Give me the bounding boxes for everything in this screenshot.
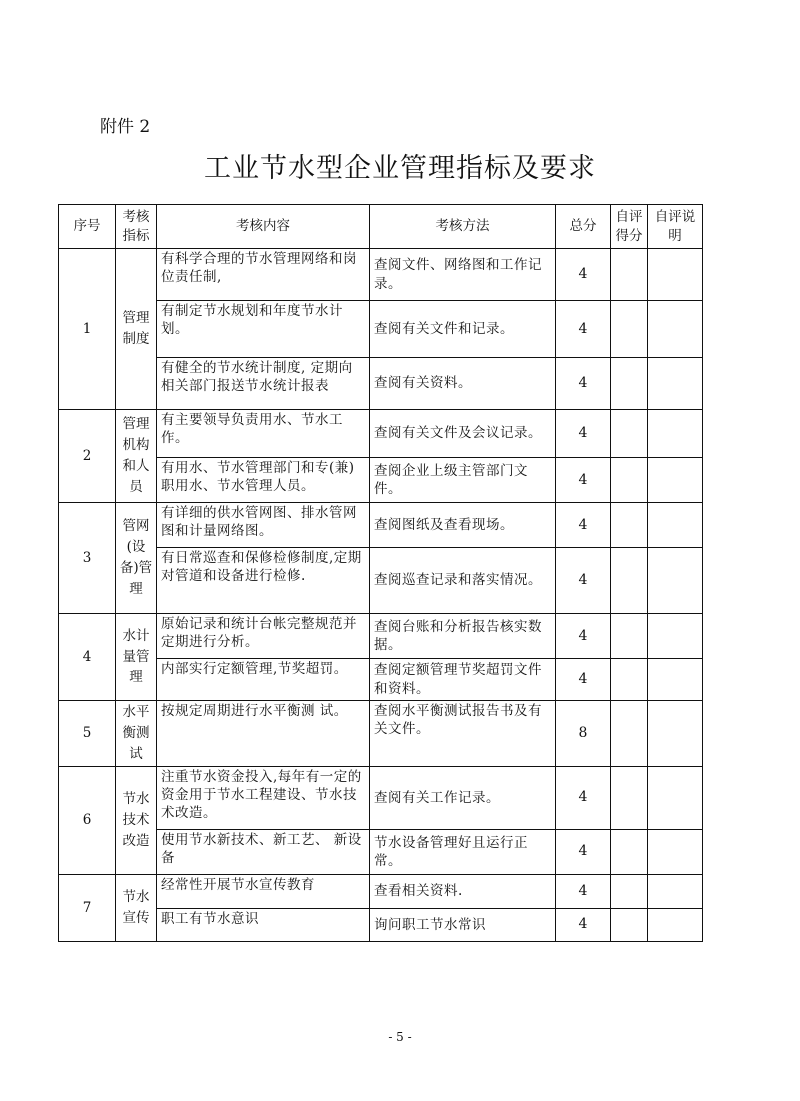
indicator-cell: 水计量管理 <box>116 614 157 701</box>
table-row <box>59 503 703 548</box>
score-cell: 4 <box>556 301 611 358</box>
method-cell: 查阅巡查记录和落实情况。 <box>370 548 556 614</box>
method-cell: 节水设备管理好且运行正常。 <box>370 829 556 874</box>
header-self-note: 自评说明 <box>648 205 703 249</box>
header-method: 考核方法 <box>370 205 556 249</box>
score-cell: 4 <box>556 829 611 874</box>
method-cell: 查阅有关工作记录。 <box>370 766 556 829</box>
self-score-cell[interactable] <box>611 659 648 701</box>
seq-cell: 3 <box>59 503 116 614</box>
table-row <box>59 874 703 908</box>
indicator-cell: 水平衡测试 <box>116 701 157 767</box>
method-cell: 查阅台账和分析报告核实数据。 <box>370 614 556 659</box>
indicator-cell: 管理制度 <box>116 249 157 410</box>
content-cell: 按规定周期进行水平衡测 试。 <box>157 701 370 767</box>
self-note-cell[interactable] <box>648 701 703 767</box>
header-total: 总分 <box>556 205 611 249</box>
indicator-cell: 管网(设备)管理 <box>116 503 157 614</box>
score-cell: 8 <box>556 701 611 767</box>
method-cell: 查阅有关资料。 <box>370 358 556 410</box>
seq-cell: 1 <box>59 249 116 410</box>
indicator-cell: 管理机构和人员 <box>116 410 157 503</box>
score-cell: 4 <box>556 908 611 941</box>
table-row <box>59 614 703 659</box>
method-cell: 查看相关资料. <box>370 874 556 908</box>
table-row <box>59 410 703 458</box>
score-cell: 4 <box>556 358 611 410</box>
self-score-cell[interactable] <box>611 458 648 503</box>
content-cell: 使用节水新技术、新工艺、 新设备 <box>157 829 370 874</box>
indicator-cell: 节水宣传 <box>116 874 157 941</box>
document-title: 工业节水型企业管理指标及要求 <box>204 153 596 184</box>
self-note-cell[interactable] <box>648 548 703 614</box>
self-score-cell[interactable] <box>611 249 648 301</box>
method-cell: 查阅定额管理节奖超罚文件和资料。 <box>370 659 556 701</box>
self-note-cell[interactable] <box>648 410 703 458</box>
self-note-cell[interactable] <box>648 829 703 874</box>
content-cell: 原始记录和统计台帐完整规范并定期进行分析。 <box>157 614 370 659</box>
seq-cell: 5 <box>59 701 116 767</box>
seq-cell: 4 <box>59 614 116 701</box>
header-seq: 序号 <box>59 205 116 249</box>
self-score-cell[interactable] <box>611 410 648 458</box>
header-row <box>59 205 703 249</box>
self-score-cell[interactable] <box>611 766 648 829</box>
method-cell: 查阅有关文件及会议记录。 <box>370 410 556 458</box>
self-note-cell[interactable] <box>648 358 703 410</box>
self-note-cell[interactable] <box>648 503 703 548</box>
self-score-cell[interactable] <box>611 701 648 767</box>
self-score-cell[interactable] <box>611 908 648 941</box>
table-row <box>59 249 703 301</box>
method-cell: 查阅有关文件和记录。 <box>370 301 556 358</box>
table-row <box>59 701 703 767</box>
method-cell: 查阅图纸及查看现场。 <box>370 503 556 548</box>
method-cell: 查阅文件、网络图和工作记录。 <box>370 249 556 301</box>
self-score-cell[interactable] <box>611 548 648 614</box>
score-cell: 4 <box>556 659 611 701</box>
self-note-cell[interactable] <box>648 874 703 908</box>
self-note-cell[interactable] <box>648 766 703 829</box>
self-score-cell[interactable] <box>611 301 648 358</box>
content-cell: 有科学合理的节水管理网络和岗位责任制, <box>157 249 370 301</box>
self-score-cell[interactable] <box>611 829 648 874</box>
content-cell: 职工有节水意识 <box>157 908 370 941</box>
content-cell: 有详细的供水管网图、排水管网图和计量网络图。 <box>157 503 370 548</box>
content-cell: 有制定节水规划和年度节水计划。 <box>157 301 370 358</box>
self-note-cell[interactable] <box>648 301 703 358</box>
method-cell: 查阅水平衡测试报告书及有关文件。 <box>370 701 556 767</box>
indicator-table <box>58 204 703 942</box>
content-cell: 注重节水资金投入,每年有一定的资金用于节水工程建设、节水技术改造。 <box>157 766 370 829</box>
attachment-label: 附件 2 <box>100 117 151 137</box>
self-score-cell[interactable] <box>611 358 648 410</box>
self-note-cell[interactable] <box>648 659 703 701</box>
page-number: - 5 - <box>388 1030 412 1044</box>
self-note-cell[interactable] <box>648 614 703 659</box>
content-cell: 有日常巡查和保修检修制度,定期对管道和设备进行检修. <box>157 548 370 614</box>
table-row <box>59 766 703 829</box>
header-content: 考核内容 <box>157 205 370 249</box>
self-note-cell[interactable] <box>648 908 703 941</box>
seq-cell: 6 <box>59 766 116 874</box>
score-cell: 4 <box>556 614 611 659</box>
score-cell: 4 <box>556 503 611 548</box>
score-cell: 4 <box>556 874 611 908</box>
score-cell: 4 <box>556 410 611 458</box>
method-cell: 查阅企业上级主管部门文件。 <box>370 458 556 503</box>
self-note-cell[interactable] <box>648 249 703 301</box>
header-indicator: 考核指标 <box>116 205 157 249</box>
indicator-cell: 节水技术改造 <box>116 766 157 874</box>
content-cell: 内部实行定额管理,节奖超罚。 <box>157 659 370 701</box>
self-score-cell[interactable] <box>611 614 648 659</box>
seq-cell: 2 <box>59 410 116 503</box>
content-cell: 有主要领导负责用水、节水工作。 <box>157 410 370 458</box>
content-cell: 有用水、节水管理部门和专(兼)职用水、节水管理人员。 <box>157 458 370 503</box>
score-cell: 4 <box>556 548 611 614</box>
content-cell: 有健全的节水统计制度, 定期向相关部门报送节水统计报表 <box>157 358 370 410</box>
header-self-score: 自评得分 <box>611 205 648 249</box>
content-cell: 经常性开展节水宣传教育 <box>157 874 370 908</box>
method-cell: 询问职工节水常识 <box>370 908 556 941</box>
self-score-cell[interactable] <box>611 503 648 548</box>
score-cell: 4 <box>556 458 611 503</box>
self-note-cell[interactable] <box>648 458 703 503</box>
self-score-cell[interactable] <box>611 874 648 908</box>
score-cell: 4 <box>556 766 611 829</box>
seq-cell: 7 <box>59 874 116 941</box>
score-cell: 4 <box>556 249 611 301</box>
